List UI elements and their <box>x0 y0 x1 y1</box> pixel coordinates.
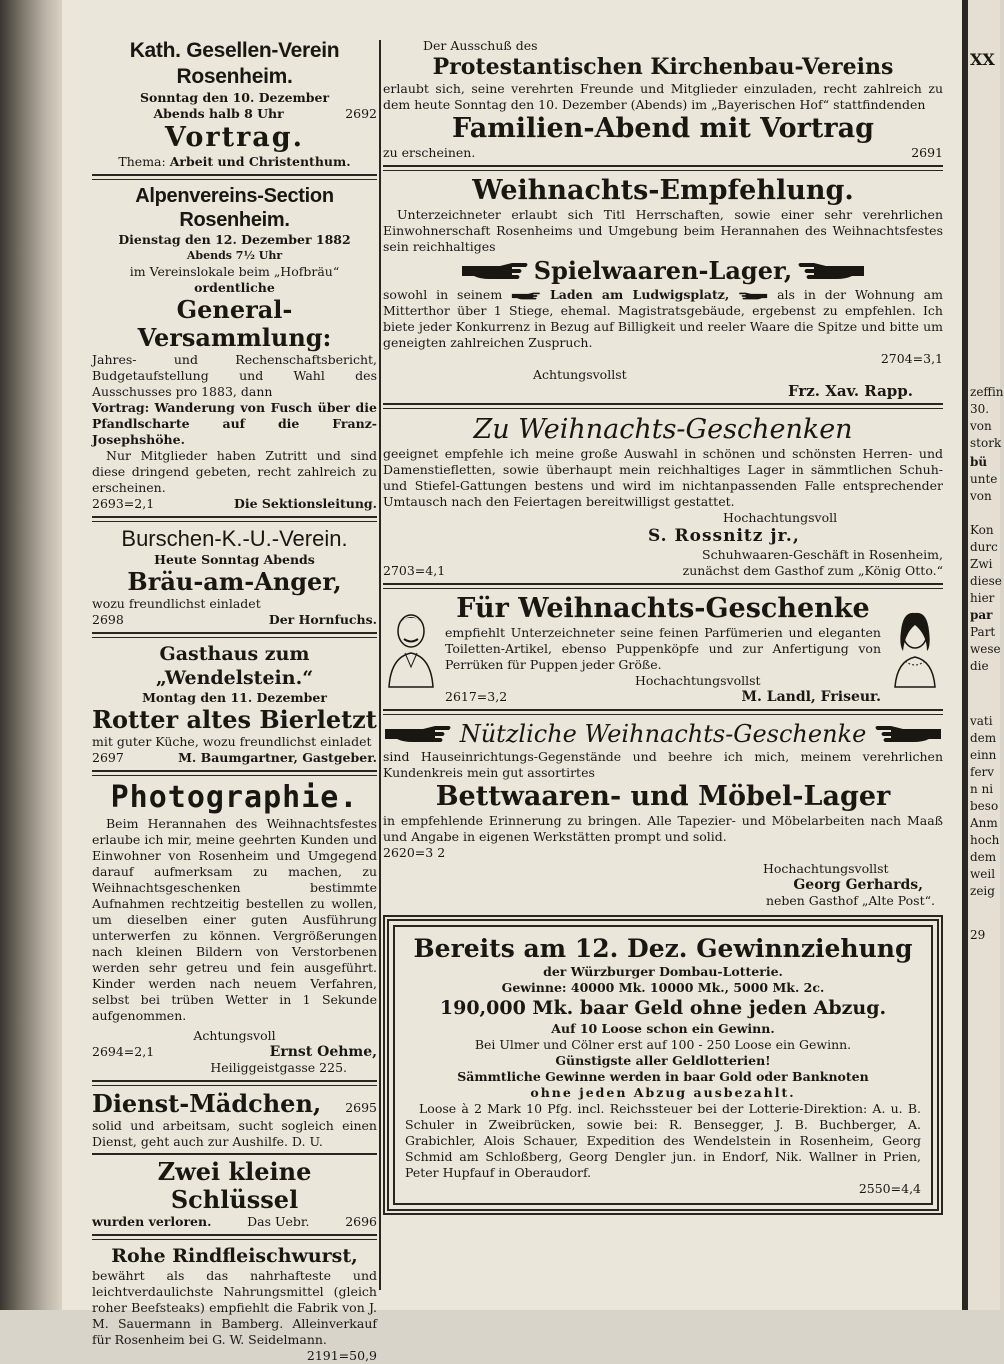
frag: zeffin <box>970 385 1004 399</box>
ad-title: Photographie. <box>110 780 359 815</box>
ad-headline: Vortrag. <box>164 122 305 153</box>
ad-photographie <box>92 780 377 1076</box>
frag: hier <box>970 591 995 605</box>
lady-portrait-icon <box>887 607 943 687</box>
ad-moebel-gerhards <box>383 719 943 909</box>
ad-title: Dienst-Mädchen, <box>92 1089 322 1118</box>
ad-address: zunächst dem Gasthof zum „König Otto.“ <box>682 563 943 578</box>
frag: 29 <box>970 928 986 942</box>
ad-body: empfiehlt Unterzeichneter seine feinen Parfümerien und eleganten Toiletten-Artikel, ebenso Puppenköpfe und zur Anfertigung von Perrüken für Puppen jeder Größe. <box>445 625 881 672</box>
ad-body: Loose à 2 Mark 10 Pfg. incl. Reichssteuer bei der Lotterie-Direktion: A. u. B. Schuler in Zweibrücken, sowie bei: R. Bensegger, J. B. Buchberger, A. Grabichler, Alois Schauer, Expedition des Wendelstein in Rosenheim, Georg Schmid am Schloßberg, Georg Dengler jun. in Endorf, Nik. Wallner in Prien, Peter Hupfauf in Oberaudorf. <box>405 1101 921 1180</box>
ad-body: Unterzeichneter erlaubt sich Titl Herrschaften, sowie einer sehr verehrlichen Einwohnerschaft Rosenheims und Umgebung beim Herannahen des Weihnachtsfestes sein reichhaltiges <box>383 207 943 254</box>
divider <box>92 770 377 776</box>
column-rule <box>379 40 381 1290</box>
frag: ferv <box>970 765 995 779</box>
ad-line: Gewinne: 40000 Mk. 10000 Mk., 5000 Mk. 2c. <box>501 980 825 995</box>
ad-code: 2704=3,1 <box>880 351 943 366</box>
frag: XX <box>970 50 995 69</box>
ad-line: sowohl in seinem <box>383 287 503 302</box>
frag: dem <box>970 731 997 745</box>
ad-body: Nur Mitglieder haben Zutritt und sind diese dringend gebeten, recht zahlreich zu erscheinen. <box>92 448 377 495</box>
ad-lotterie-frame <box>383 915 943 1215</box>
frag: von <box>970 419 992 433</box>
frag: bü <box>970 455 988 469</box>
ad-code: 2550=4,4 <box>858 1181 921 1196</box>
ad-code: 2695 <box>345 1100 377 1115</box>
frag: Zwi <box>970 557 993 571</box>
ad-burschen-verein <box>92 526 377 628</box>
ad-gasthaus-wendelstein <box>92 642 377 766</box>
ad-code: 2617=3,2 <box>445 689 508 704</box>
ad-label: Thema: <box>118 154 166 169</box>
ad-signature: M. Landl, Friseur. <box>741 689 881 705</box>
ad-line: Dienstag den 12. Dezember 1882 <box>118 232 351 247</box>
ad-code: 2696 <box>345 1214 377 1229</box>
ad-headline: Bräu-am-Anger, <box>127 567 342 596</box>
pointing-hand-left-icon <box>873 723 943 745</box>
ad-line: Abends halb 8 Uhr <box>153 106 284 121</box>
pointing-hand-right-icon <box>511 290 541 302</box>
ad-signature: S. Rossnitz jr., <box>648 526 800 546</box>
ad-code: 2694=2,1 <box>92 1044 155 1059</box>
ad-title: Zwei kleine Schlüssel <box>157 1157 312 1214</box>
ad-line: ohne jeden Abzug ausbezahlt. <box>530 1085 796 1100</box>
ad-title: Alpenvereins-Section Rosenheim. <box>135 185 334 231</box>
ad-title: Kath. Gesellen-Verein Rosenheim. <box>129 39 340 88</box>
ad-line: Wanderung von Fusch über die Pfandlscharte auf die Franz-Josephshöhe. <box>92 400 378 447</box>
frag: beso <box>970 799 999 813</box>
pointing-hand-right-icon <box>383 723 453 745</box>
ad-line: der Würzburger Dombau-Lotterie. <box>543 964 783 979</box>
ad-title: Zu Weihnachts-Geschenken <box>473 414 853 445</box>
ad-kirchenbau-verein <box>383 38 943 161</box>
ad-body: Beim Herannahen des Weihnachtsfestes erlaube ich mir, meine geehrten Kunden und Einwohner von Rosenheim und Umgegend darauf aufmerksam zu machen, zu Weihnachtsgeschenken bestimmte Aufnahmen rechtzeitig bestellen zu wollen, um dieselben einer guten Ausführung unterwerfen zu können. Vergrößerungen nach kleinen Bildern von Verstorbenen werden sehr getreu und fein ausgeführt. Kinder werden nach neuem Verfahren, selbst bei trüben Wetter in 1 Sekunde aufgenommen. <box>92 816 377 1023</box>
ad-code: 2691 <box>911 145 943 160</box>
ad-headline: General-Versammlung: <box>137 295 332 352</box>
ad-line: Hochachtungsvollst <box>763 861 889 876</box>
ad-line: ordentliche <box>194 280 275 295</box>
ad-line: Der Ausschuß des <box>423 38 538 53</box>
ad-address: neben Gasthof „Alte Post“. <box>765 893 935 908</box>
divider <box>92 1234 377 1240</box>
ad-dienstmaedchen <box>92 1090 377 1150</box>
ad-signature: Georg Gerhards, <box>793 877 923 893</box>
ad-headline: 190,000 Mk. baar Geld ohne jeden Abzug. <box>439 997 887 1019</box>
divider <box>92 1153 377 1155</box>
ad-line: wozu freundlichst einladet <box>92 596 261 611</box>
ad-line: Sämmtliche Gewinne werden in baar Gold oder Banknoten <box>457 1069 869 1084</box>
frag: dem <box>970 850 997 864</box>
ad-gesellen-verein <box>92 38 377 170</box>
frag: stork <box>970 436 1002 450</box>
frag: 30. <box>970 402 990 416</box>
ad-friseur-landl <box>383 593 943 705</box>
ad-title: Für Weihnachts-Geschenke <box>456 593 870 624</box>
ad-signature: Der Hornfuchs. <box>268 612 377 627</box>
ad-headline: Familien-Abend mit Vortrag <box>452 113 874 144</box>
frag: vati <box>970 714 993 728</box>
ad-line: Günstigste aller Geldlotterien! <box>555 1053 771 1068</box>
ad-body: geeignet empfehle ich meine große Auswahl in schönen und schönsten Herren- und Damenstiefletten, sowie überhaupt mein reichhaltiges Lager in sämmtlichen Schuh- und Stiefel-Gattungen bestens und wird im nichtanpassenden Falle entsprechender Umtausch nach den Feiertagen bereitwilligst gestattet. <box>383 446 943 509</box>
ad-line: Sonntag den 10. Dezember <box>139 90 330 105</box>
ad-title: Bereits am 12. Dez. Gewinnziehung <box>413 934 913 963</box>
frag: Part <box>970 625 996 639</box>
frag: zeig <box>970 884 995 898</box>
frag: einn <box>970 748 997 762</box>
ad-signature: Ernst Oehme, <box>269 1044 377 1060</box>
ad-line: Schuhwaaren-Geschäft in Rosenheim, <box>702 547 943 562</box>
left-column <box>92 38 377 1364</box>
ad-code: 2697 <box>92 750 124 765</box>
ad-dombau-lotterie <box>399 929 927 1201</box>
ad-spielwaaren-rapp <box>383 175 943 399</box>
ad-title: Rohe Rindfleischwurst, <box>111 1245 358 1267</box>
ad-code: 2692 <box>345 106 377 121</box>
ad-code: 2693=2,1 <box>92 496 155 511</box>
frag: weil <box>970 867 996 881</box>
ad-body: Jahres- und Rechenschaftsbericht, Budgetaufstellung und Wahl des Ausschusses pro 1883, dann <box>92 352 377 399</box>
pointing-hand-left-icon <box>738 290 768 302</box>
ad-line: im Vereinslokale beim „Hofbräu“ <box>129 264 340 279</box>
frag: Kon <box>970 523 994 537</box>
ad-body: sind Hauseinrichtungs-Gegenstände und beehre ich mich, meinem verehrlichen Kundenkreis mein gut assortirtes <box>383 749 943 780</box>
ad-body: in empfehlende Erinnerung zu bringen. Alle Tapezier- und Möbelarbeiten nach Maaß und Angabe in eigenen Werkstätten prompt und solid. <box>383 813 943 844</box>
ad-rindfleischwurst <box>92 1244 377 1364</box>
ad-signature: Die Sektionsleitung. <box>233 496 377 511</box>
divider <box>383 583 943 589</box>
ad-line: Arbeit und Christenthum. <box>169 154 351 169</box>
ad-line: zu erscheinen. <box>383 145 476 160</box>
ad-signature: Frz. Xav. Rapp. <box>788 382 913 400</box>
ad-title: Weihnachts-Empfehlung. <box>472 175 854 206</box>
ad-code: 2191=50,9 <box>306 1348 377 1363</box>
divider <box>92 1080 377 1086</box>
ad-label: Vortrag: <box>92 400 150 415</box>
ad-line: Achtungsvoll <box>193 1028 276 1043</box>
ad-headline: Spielwaaren-Lager, <box>533 256 793 285</box>
pointing-hand-left-icon <box>796 260 866 282</box>
next-page-fragment <box>968 0 1004 1310</box>
ad-code: 2698 <box>92 612 124 627</box>
ad-line: Bei Ulmer und Cölner erst auf 100 - 250 Loose ein Gewinn. <box>474 1037 852 1052</box>
frag: hoch <box>970 833 1000 847</box>
ad-line: Hochachtungsvollst <box>635 673 761 688</box>
right-column <box>383 38 943 1215</box>
ad-body: solid und arbeitsam, sucht sogleich einen Dienst, geht auch zur Aushilfe. D. U. <box>92 1118 377 1149</box>
ad-line: Montag den 11. Dezember <box>142 690 327 705</box>
ad-line: wurden verloren. <box>92 1214 212 1229</box>
divider <box>92 516 377 522</box>
ad-headline: Bettwaaren- und Möbel-Lager <box>435 781 891 812</box>
frag: unte <box>970 472 998 486</box>
gentleman-portrait-icon <box>383 607 439 687</box>
frag: par <box>970 608 993 622</box>
ad-alpenverein <box>92 184 377 512</box>
pointing-hand-right-icon <box>460 260 530 282</box>
ad-line: Hochachtungsvoll <box>723 510 838 525</box>
ad-code: 2703=4,1 <box>383 563 446 578</box>
divider <box>383 165 943 171</box>
frag: Anm <box>970 816 998 830</box>
ad-code: 2620=3 2 <box>383 845 446 860</box>
divider <box>383 403 943 409</box>
frag: durc <box>970 540 998 554</box>
frag: von <box>970 489 992 503</box>
frag: die <box>970 659 989 673</box>
frag: diese <box>970 574 1002 588</box>
ad-line: Laden am Ludwigsplatz, <box>549 287 730 302</box>
ad-title: Protestantischen Kirchenbau-Vereins <box>432 54 894 80</box>
ad-title: Burschen-K.-U.-Verein. <box>121 526 348 551</box>
ad-title: Nützliche Weihnachts-Geschenke <box>459 720 867 748</box>
ad-line: Das Uebr. <box>247 1214 310 1229</box>
ad-body: als in der Wohnung am Mitterthor über 1 Stiege, ehemal. Magistratsgebäude, ergebenst zu empfehlen. Ich biete jeder Konkurrenz in Bezug auf Billigkeit und reeler Waare die Spitze und bitte um geneigten zahlreichen Zuspruch. <box>383 287 943 350</box>
ad-schuhwaaren-rossnitz <box>383 413 943 579</box>
ad-line: Achtungsvollst <box>533 367 627 382</box>
ad-signature: M. Baumgartner, Gastgeber. <box>178 750 377 765</box>
ad-body: bewährt als das nahrhafteste und leichtverdaulichste Nahrungsmittel (gleich roher Beefsteaks) empfiehlt die Fabrik von J. M. Sauermann in Bamberg. Alleinverkauf für Rosenheim bei G. W. Seidelmann. <box>92 1268 377 1347</box>
ad-line: Abends 7½ Uhr <box>186 249 283 262</box>
ad-line: Auf 10 Loose schon ein Gewinn. <box>551 1021 775 1036</box>
divider <box>92 174 377 180</box>
ad-title: Gasthaus zum „Wendelstein.“ <box>155 643 314 689</box>
ad-body: erlaubt sich, seine verehrten Freunde und Mitglieder einzuladen, recht zahlreich zu dem heute Sonntag den 10. Dezember (Abends) im „Bayerischen Hof“ stattfindenden <box>383 81 943 112</box>
frag: wese <box>970 642 1001 656</box>
ad-schluessel <box>92 1158 377 1230</box>
ad-headline: Rotter altes Bierletzt <box>92 705 377 734</box>
ad-address: Heiliggeistgasse 225. <box>210 1060 347 1075</box>
frag: n ni <box>970 782 994 796</box>
divider <box>383 709 943 715</box>
ad-line: Heute Sonntag Abends <box>154 552 315 567</box>
ad-line: mit guter Küche, wozu freundlichst einladet <box>92 734 372 749</box>
book-binding <box>0 0 62 1310</box>
divider <box>92 632 377 638</box>
